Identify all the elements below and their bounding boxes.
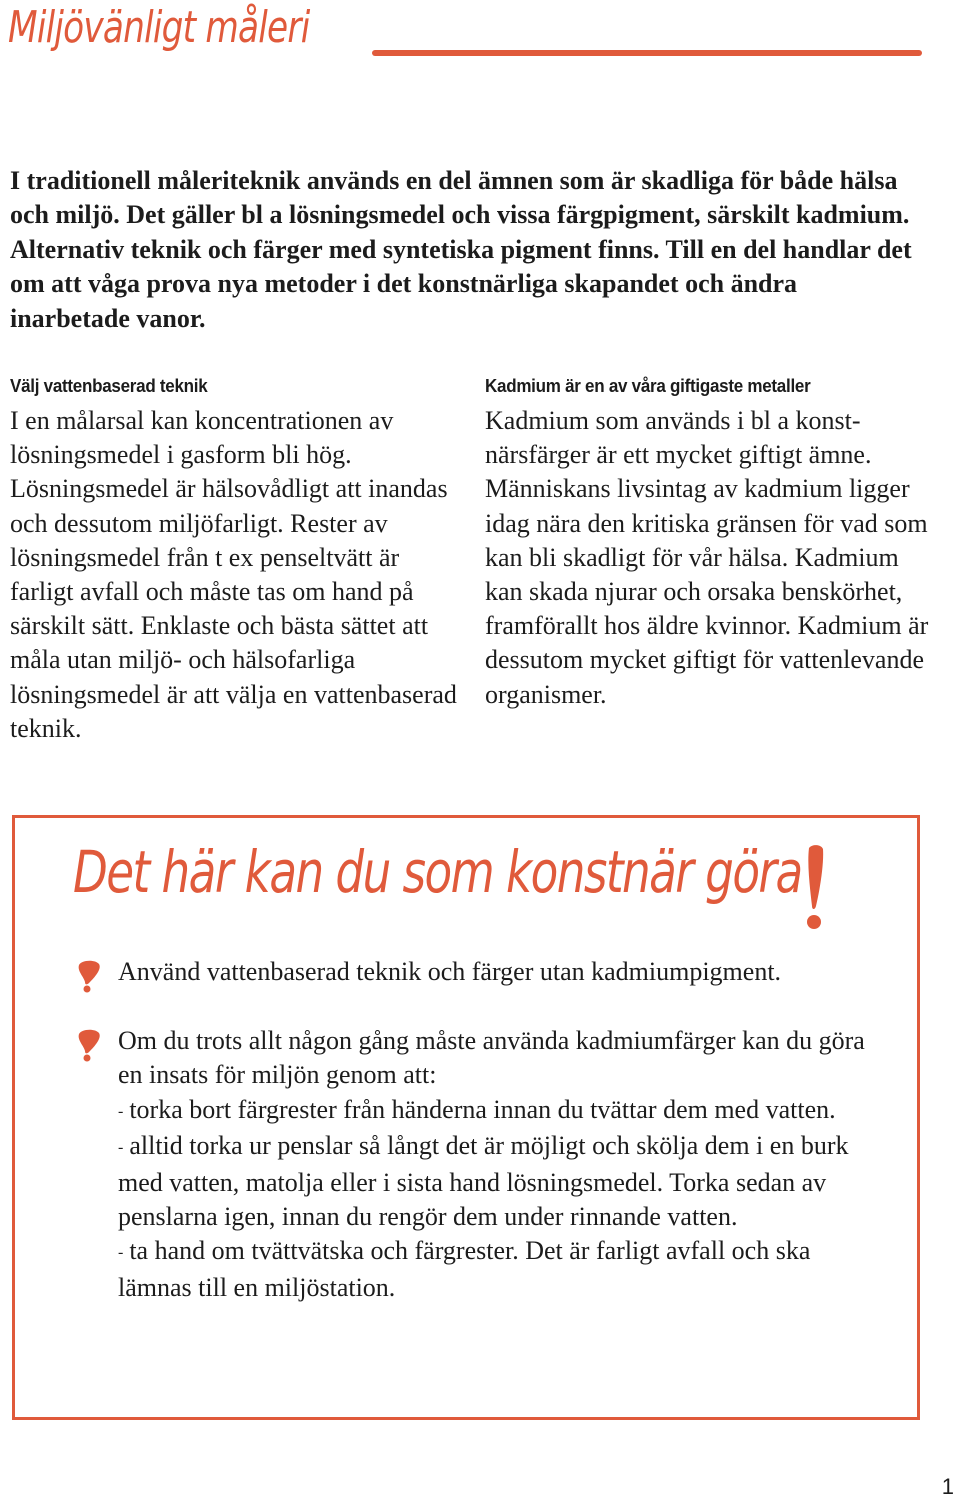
intro-paragraph: I traditionell måleriteknik används en del ämnen som är skadliga för både hälsa och miljö. Det gäller bl a lösningsmedel och vissa färgpigment, särskilt kadmium. Alternativ teknik och färger med syntetiska pigment finns. Till en del handlar det om att våga prova nya metoder i det konstnärliga skapandet och ändra inarbetade vanor. — [10, 166, 912, 333]
page-number: 1 — [941, 1474, 954, 1499]
title-rule — [372, 50, 922, 56]
paint-drop-icon — [75, 959, 105, 993]
tips-box — [12, 815, 920, 1420]
left-column — [10, 372, 460, 746]
right-column-body: Kadmium som används i bl a konstnärsfärger är ett mycket giftigt ämne. Människans livsintag av kadmium ligger idag nära den kritiska gränsen för vad som kan bli skadligt för vår hälsa. Kadmium kan skada njurar och orsaka benskörhet, framförallt hos äldre kvinnor. Kadmium är dessutom mycket giftigt för vattenlevande organismer. — [485, 406, 929, 709]
tip-subpoint-3-text: ta hand om tvättvätska och färgrester. Det är farligt avfall och ska lämnas till en miljöstation. — [118, 1236, 811, 1302]
tip-item-1 — [75, 955, 875, 989]
right-column — [485, 372, 935, 712]
tip-subpoint-3 — [118, 1234, 875, 1305]
tip-subpoint-1 — [118, 1093, 875, 1129]
dash-marker: - — [118, 1244, 124, 1262]
tip-item-2 — [75, 1024, 875, 1305]
left-column-body: I en målarsal kan koncentrationen av lösningsmedel i gasform bli hög. Lösningsmedel är hälsovådligt att inandas och dessutom miljöfarligt. Rester av lösningsmedel från t ex penseltvätt är farligt avfall och måste tas om hand på särskilt sätt. Enklaste och bästa sättet att måla utan miljö- och hälsofarliga lösningsmedel är att välja en vattenbaserad teknik. — [10, 406, 457, 743]
page-title: Miljövänligt måleri — [8, 2, 310, 53]
right-column-heading: Kadmium är en av våra giftigaste metaller — [485, 375, 811, 396]
tip-item-2-lead: Om du trots allt någon gång måste använda kadmiumfärger kan du göra en insats för miljön genom att: — [118, 1026, 865, 1090]
exclamation-icon — [801, 844, 827, 932]
tip-subpoint-1-text: torka bort färgrester från händerna innan du tvättar dem med vatten. — [129, 1094, 836, 1124]
tip-subpoint-2-text: alltid torka ur penslar så långt det är möjligt och skölja dem i en burk med vatten, matolja eller i sista hand lösningsmedel. Torka sedan av penslarna igen, innan du rengör dem under rinnande vatten. — [118, 1131, 849, 1232]
tip-item-1-text: Använd vattenbaserad teknik och färger utan kadmiumpigment. — [118, 957, 782, 986]
paint-drop-icon — [75, 1028, 105, 1062]
dash-marker: - — [118, 1139, 124, 1157]
left-column-heading: Välj vattenbaserad teknik — [10, 375, 208, 396]
dash-marker: - — [118, 1102, 124, 1120]
tip-subpoint-2 — [118, 1129, 875, 1234]
tip-item-2-text — [118, 1024, 875, 1305]
tips-box-title: Det här kan du som konstnär göra — [73, 838, 802, 906]
